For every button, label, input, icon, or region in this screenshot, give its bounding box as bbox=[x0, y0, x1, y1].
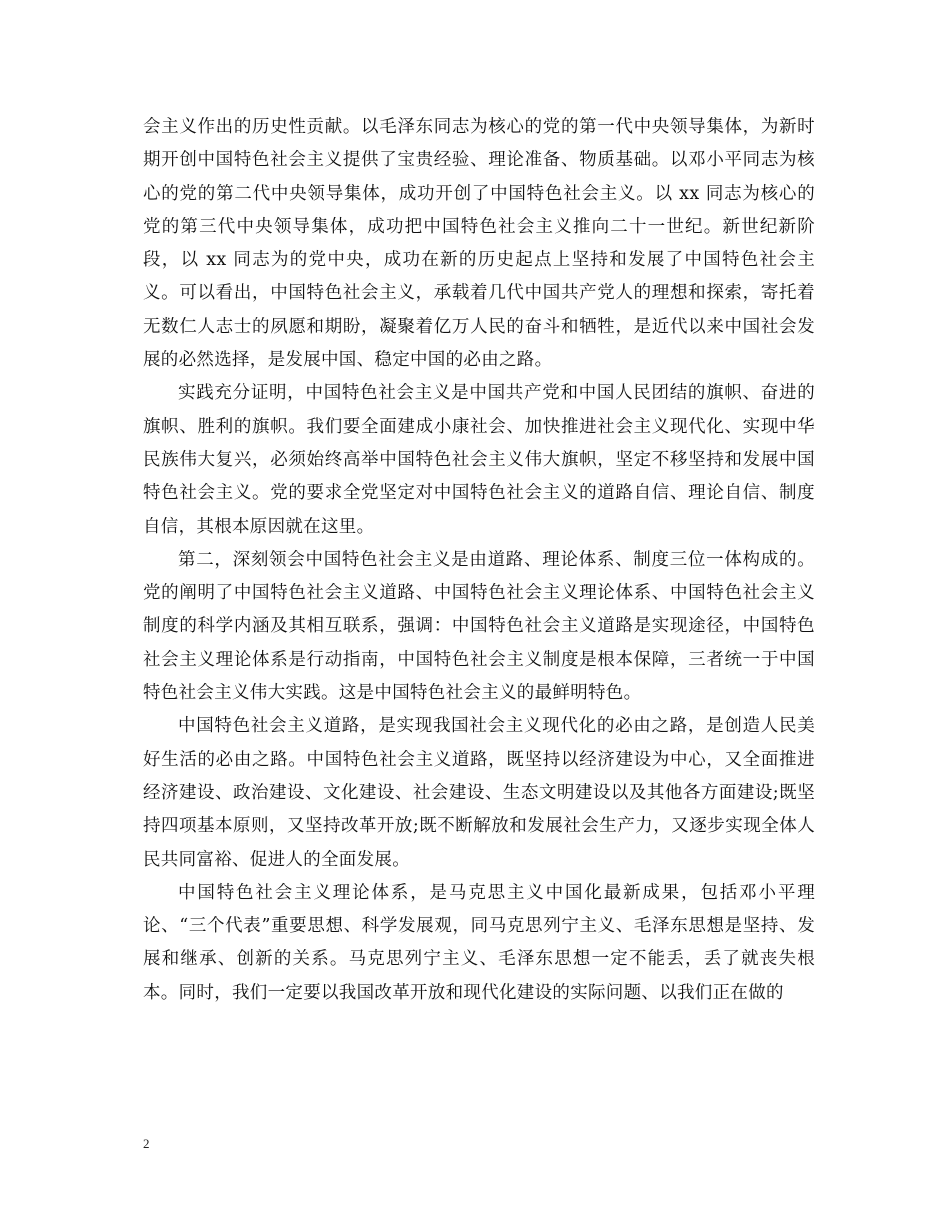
paragraph-2: 实践充分证明，中国特色社会主义是中国共产党和中国人民团结的旗帜、奋进的旗帜、胜利的旗帜。我们要全面建成小康社会、加快推进社会主义现代化、实现中华民族伟大复兴，必须始终高举中国特色社会主义伟大旗帜，坚定不移坚持和发展中国特色社会主义。党的要求全党坚定对中国特色社会主义的道路自信、理论自信、制度自信，其根本原因就在这里。 bbox=[143, 383, 815, 537]
body-text bbox=[143, 111, 815, 1010]
paragraph-5: 中国特色社会主义理论体系，是马克思主义中国化最新成果，包括邓小平理论、“三个代表”重要思想、科学发展观，同马克思列宁主义、毛泽东思想是坚持、发展和继承、创新的关系。马克思列宁主义、毛泽东思想一定不能丢，丢了就丧失根本。同时，我们一定要以我国改革开放和现代化建设的实际问题、以我们正在做的 bbox=[143, 882, 815, 1003]
paragraph-1: 会主义作出的历史性贡献。以毛泽东同志为核心的党的第一代中央领导集体，为新时期开创中国特色社会主义提供了宝贵经验、理论准备、物质基础。以邓小平同志为核心的党的第二代中央领导集体，成功开创了中国特色社会主义。以 xx 同志为核心的党的第三代中央领导集体，成功把中国特色社会主义推向二十一世纪。新世纪新阶段，以 xx 同志为的党中央，成功在新的历史起点上坚持和发展了中国特色社会主义。可以看出，中国特色社会主义，承载着几代中国共产党人的理想和探索，寄托着无数仁人志士的夙愿和期盼，凝聚着亿万人民的奋斗和牺牲，是近代以来中国社会发展的必然选择，是发展中国、稳定中国的必由之路。 bbox=[143, 117, 815, 371]
page-number: 2 bbox=[143, 1136, 150, 1151]
paragraph-4: 中国特色社会主义道路，是实现我国社会主义现代化的必由之路，是创造人民美好生活的必由之路。中国特色社会主义道路，既坚持以经济建设为中心，又全面推进经济建设、政治建设、文化建设、社会建设、生态文明建设以及其他各方面建设;既坚持四项基本原则，又坚持改革开放;既不断解放和发展社会生产力，又逐步实现全体人民共同富裕、促进人的全面发展。 bbox=[143, 716, 815, 870]
paragraph-3: 第二，深刻领会中国特色社会主义是由道路、理论体系、制度三位一体构成的。党的阐明了中国特色社会主义道路、中国特色社会主义理论体系、中国特色社会主义制度的科学内涵及其相互联系，强调：中国特色社会主义道路是实现途径，中国特色社会主义理论体系是行动指南，中国特色社会主义制度是根本保障，三者统一于中国特色社会主义伟大实践。这是中国特色社会主义的最鲜明特色。 bbox=[143, 549, 815, 704]
